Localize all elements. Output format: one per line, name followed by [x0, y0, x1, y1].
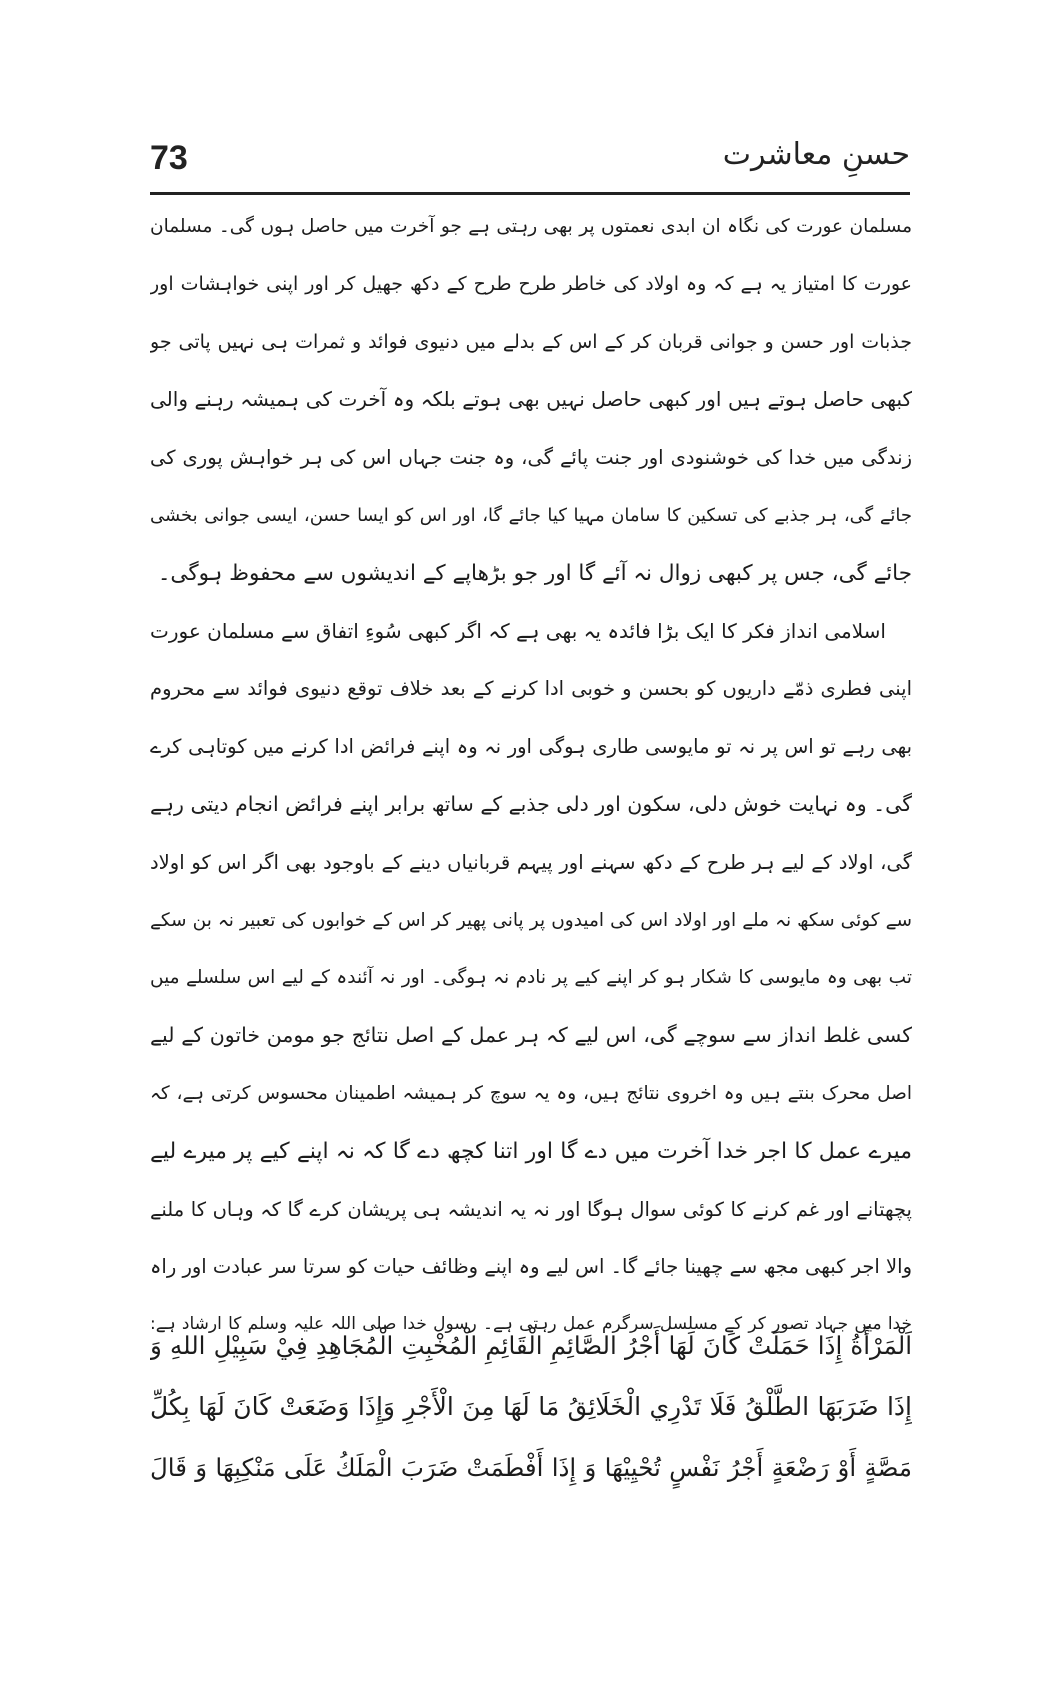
text-line: جائے گی، جس پر کبھی زوال نہ آئے گا اور جو بڑھاپے کے اندیشوں سے محفوظ ہوگی۔ — [157, 560, 912, 586]
text-line: پچھتانے اور غم کرنے کا کوئی سوال ہوگا اور نہ یہ اندیشہ ہی پریشان کرے گا کہ وہاں کا ملنے — [150, 1197, 912, 1221]
text-line: والا اجر کبھی مجھ سے چھینا جائے گا۔ اس لیے وہ اپنے وظائف حیات کو سرتا سر عبادت اور راہ — [150, 1255, 912, 1279]
running-title: حسنِ معاشرت — [722, 137, 910, 172]
paragraph-first-line: اسلامی انداز فکر کا ایک بڑا فائدہ یہ بھی ہے کہ اگر کبھی سُوءِ اتفاق سے مسلمان عورت — [150, 618, 886, 643]
text-line: اپنی فطری ذمّے داریوں کو بحسن و خوبی ادا کرنے کے بعد خلاف توقع دنیوی فوائد سے محروم — [150, 677, 912, 701]
arabic-line: اَلْمَرْأَةُ إِذَا حَمَلَتْ كَانَ لَهَا أَجْرُ الصَّائِمِ الْقَائِمِ الْمُخْبِتِ الْمُجَاهِدِ فِيْ سَبِيْلِ اللهِ وَ — [150, 1331, 912, 1360]
hadith-arabic-text — [150, 1315, 912, 1498]
text-line: تب بھی وہ مایوسی کا شکار ہو کر اپنے کیے پر نادم نہ ہوگی۔ اور نہ آئندہ کے لیے اس سلسلے میں — [150, 967, 912, 989]
text-line: بھی رہے تو اس پر نہ تو مایوسی طاری ہوگی اور نہ وہ اپنے فرائض ادا کرنے میں کوتاہی کرے — [150, 735, 912, 759]
text-line: سے کوئی سکھ نہ ملے اور اولاد اس کی امیدوں پر پانی پھیر کر اس کے خوابوں کی تعبیر نہ بن سکے — [150, 909, 912, 931]
text-line: زندگی میں خدا کی خوشنودی اور جنت پائے گی، وہ جنت جہاں اس کی ہر خواہش پوری کی — [150, 446, 912, 470]
body-text — [150, 198, 912, 1335]
text-line: گی۔ وہ نہایت خوش دلی، سکون اور دلی جذبے کے ساتھ برابر اپنے فرائض انجام دیتی رہے — [150, 791, 912, 816]
text-line: جائے گی، ہر جذبے کی تسکین کا سامان مہیا کیا جائے گا، اور اس کو ایسا حسن، ایسی جوانی بخشی — [150, 504, 912, 526]
text-line: مسلمان عورت کی نگاہ ان ابدی نعمتوں پر بھی رہتی ہے جو آخرت میں حاصل ہوں گی۔ مسلمان — [150, 216, 912, 237]
page-number: 73 — [150, 139, 188, 177]
text-line: جذبات اور حسن و جوانی قربان کر کے اس کے بدلے میں دنیوی فوائد و ثمرات ہی نہیں پاتی جو — [150, 330, 912, 353]
text-line: خدا میں جہاد تصور کر کے مسلسل سرگرم عمل رہتی ہے۔ رسول خدا صلی اللہ علیہ وسلم کا ارشاد ہے: — [150, 1314, 912, 1335]
text-line: کسی غلط انداز سے سوچے گی، اس لیے کہ ہر عمل کے اصل نتائج جو مومن خاتون کے لیے — [150, 1023, 912, 1048]
page-header — [150, 135, 910, 191]
text-line: گی، اولاد کے لیے ہر طرح کے دکھ سہنے اور پیہم قربانیاں دینے کے باوجود بھی اگر اس کو اولاد — [150, 850, 912, 874]
header-rule — [150, 192, 910, 195]
arabic-line: إِذَا ضَرَبَهَا الطَّلْقُ فَلَا تَدْرِي الْخَلَائِقُ مَا لَهَا مِنَ الْأَجْرِ وَإِذَا وَضَعَتْ كَانَ لَهَا بِكُلِّ — [150, 1392, 912, 1421]
text-line: عورت کا امتیاز یہ ہے کہ وہ اولاد کی خاطر طرح طرح کے دکھ جھیل کر اور اپنی خواہشات اور — [150, 272, 912, 295]
text-line: میرے عمل کا اجر خدا آخرت میں دے گا اور اتنا کچھ دے گا کہ نہ اپنے کیے پر میرے لیے — [150, 1138, 912, 1164]
text-line: کبھی حاصل ہوتے ہیں اور کبھی حاصل نہیں بھی ہوتے بلکہ وہ آخرت کی ہمیشہ رہنے والی — [150, 387, 912, 412]
text-line: اصل محرک بنتے ہیں وہ اخروی نتائج ہیں، وہ یہ سوچ کر ہمیشہ اطمینان محسوس کرتی ہے، کہ — [150, 1082, 912, 1104]
arabic-line: مَصَّةٍ أَوْ رَضْعَةٍ أَجْرُ نَفْسٍ تُحْيِيْهَا وَ إِذَا أَفْطَمَتْ ضَرَبَ الْمَلَكُ عَلَى مَنْكِبِهَا وَ قَالَ — [150, 1453, 912, 1482]
